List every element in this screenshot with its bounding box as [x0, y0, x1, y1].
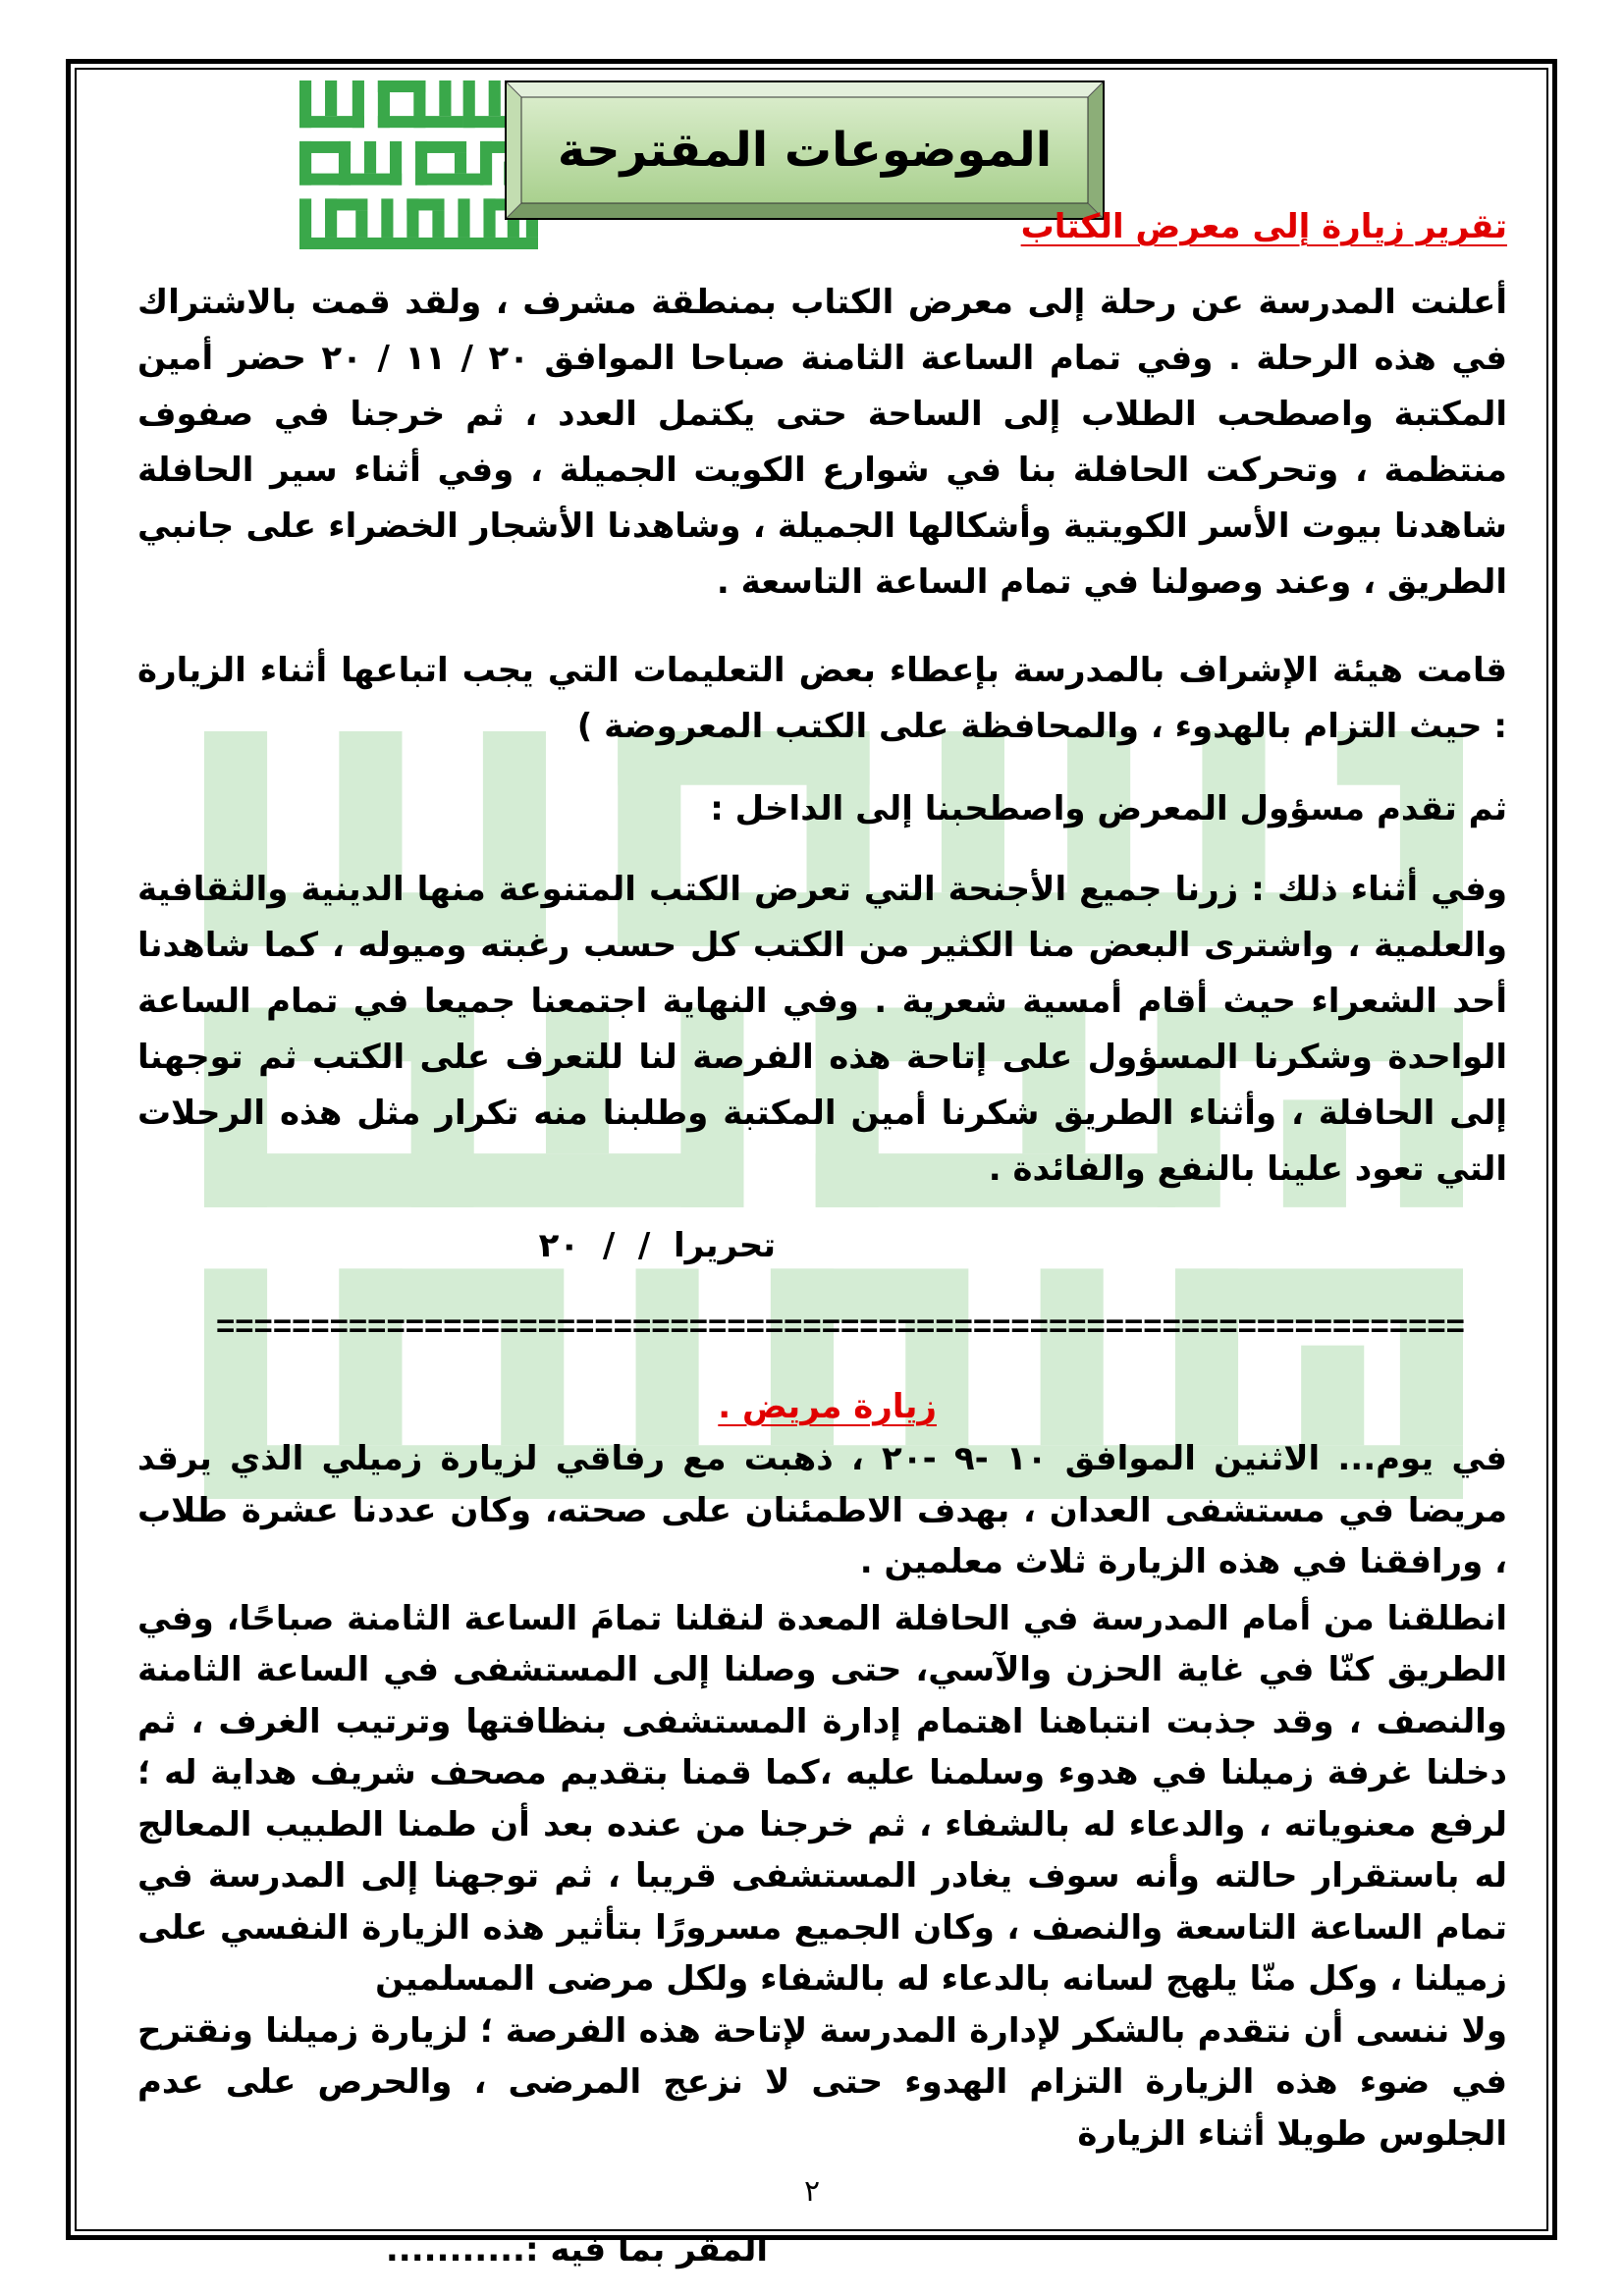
- page-title: الموضوعات المقترحة: [557, 123, 1053, 178]
- visit-paragraph: في يوم... الاثنين الموافق ١٠ -٩ -٢٠ ، ذهبت مع رفاقي لزيارة زميلي الذي يرقد مريضا في مستشفى العدان ، بهدف الاطمئنان على صحته، وكان عددنا عشرة طلاب ، ورافقنا في هذه الزيارة ثلاث معلمين .: [137, 1439, 1508, 1581]
- visit-paragraph: انطلقنا من أمام المدرسة في الحافلة المعدة لنقلنا تمامَ الساعة الثامنة صباحًا، وفي الطريق كنّا في غاية الحزن والآسي، حتى وصلنا إلى المستشفى في الساعة الثامنة والنصف ، وقد جذبت انتباهنا اهتمام إدارة المستشفى بنظافتها وترتيب الغرف ، ثم دخلنا غرفة زميلنا في هدوء وسلمنا عليه ،كما قمنا بتقديم مصحف شريف هداية له ؛ لرفع معنوياته ، والدعاء له بالشفاء ، ثم خرجنا من عنده بعد أن طمنا الطبيب المعالج له باستقرار حالته وأنه سوف يغادر المستشفى قريبا ، ثم توجهنا إلى المدرسة في تمام الساعة التاسعة والنصف ، وكان الجميع مسرورًا بتأثير هذه الزيارة النفسي على زميلنا ، وكل منّا يلهج لسانه بالدعاء له بالشفاء ولكل مرضى المسلمين: [137, 1598, 1507, 1999]
- report-paragraph: أعلنت المدرسة عن رحلة إلى معرض الكتاب بمنطقة مشرف ، ولقد قمت بالاشتراك في هذه الرحلة . وفي تمام الساعة الثامنة صباحا الموافق ٢٠ / ١١ / ٢٠ حضر أمين المكتبة واصطحب الطلاب إلى الساحة حتى يكتمل العدد ، ثم خرجنا في صفوف منتظمة ، وتحركت الحافلة بنا في شوارع الكويت الجميلة ، وفي أثناء سير الحافلة شاهدنا بيوت الأسر الكويتية وأشكالها الجميلة ، وشاهدنا الأشجار الخضراء على جانبي الطريق ، وعند وصولنا في تمام الساعة التاسعة .: [137, 283, 1508, 602]
- report-paragraph: قامت هيئة الإشراف بالمدرسة بإعطاء بعض التعليمات التي يجب اتباعها أثناء الزيارة : حيث التزام بالهدوء ، والمحافظة على الكتب المعروضة ): [137, 651, 1507, 746]
- report-paragraph: وفي أثناء ذلك : زرنا جميع الأجنحة التي تعرض الكتب المتنوعة منها الدينية والثقافية والعلمية ، واشترى البعض منا الكثير من الكتب كل حسب رغبته وميوله ، كما شاهدنا أحد الشعراء حيث أقام أمسية شعرية . وفي النهاية اجتمعنا جميعا في تمام الساعة الواحدة وشكرنا المسؤول على إتاحة هذه الفرصة لنا للتعرف على الكتب ثم توجهنا إلى الحافلة ، وأثناء الطريق شكرنا أمين المكتبة وطلبنا منه تكرار مثل هذه الرحلات التي تعود علينا بالنفع والفائدة .: [137, 870, 1507, 1189]
- patient-visit-heading: زيارة مريض .: [718, 1387, 937, 1426]
- patient-visit-section: [137, 1382, 1507, 2276]
- section-separator: ==================================================================: [216, 1308, 1465, 1344]
- page-number: ٢: [803, 2174, 821, 2209]
- report-date-line: تحريرا / / ٢٠: [538, 1226, 776, 1265]
- visit-paragraph: ولا ننسى أن نتقدم بالشكر لإدارة المدرسة لإتاحة هذه الفرصة ؛ لزيارة زميلنا ونقترح في ضوء هذه الزيارة التزام الهدوء حتى لا نزعج المرضى ، والحرص على عدم الجلوس طويلا أثناء الزيارة: [137, 2010, 1507, 2154]
- document-content: [137, 202, 1507, 2276]
- report-paragraph: ثم تقدم مسؤول المعرض واصطحبنا إلى الداخل :: [710, 789, 1507, 828]
- book-fair-report-heading: تقرير زيارة إلى معرض الكتاب: [1020, 207, 1507, 246]
- signature-line: المقر بما فيه :...........: [385, 2230, 768, 2269]
- title-box: [505, 80, 1105, 220]
- book-fair-report-section: [137, 202, 1507, 1274]
